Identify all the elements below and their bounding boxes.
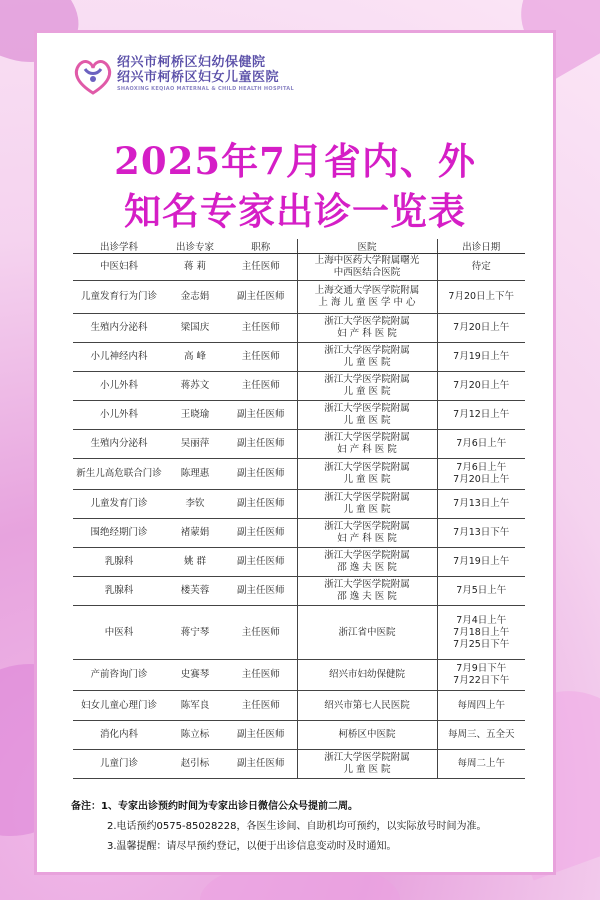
- cell-date: [437, 314, 525, 343]
- hospital-line: 上 海 儿 童 医 学 中 心: [318, 297, 416, 308]
- hospital-line: 邵 逸 夫 医 院: [337, 591, 397, 602]
- cell-hospital: [297, 401, 437, 430]
- table-row: [73, 660, 525, 691]
- hospital-line: 浙江大学医学院附属: [324, 345, 410, 356]
- hospital-line: 柯桥区中医院: [338, 729, 396, 740]
- cell-expert: 蒋 莉: [165, 254, 225, 281]
- table-row: [73, 281, 525, 314]
- hospital-line: 上海交通大学医学院附属: [314, 285, 420, 296]
- cell-hospital: [297, 490, 437, 519]
- hospital-name-secondary: 绍兴市柯桥区妇女儿童医院: [117, 70, 280, 85]
- cell-hospital: [297, 691, 437, 721]
- page-title-line-1: 2025年7月省内、外: [114, 139, 476, 183]
- hospital-line: 中西医结合医院: [333, 267, 401, 278]
- table-row: [73, 314, 525, 343]
- cell-expert: 蒋苏文: [165, 372, 225, 401]
- hospital-line: 邵 逸 夫 医 院: [337, 562, 397, 573]
- notes-label: 备注：: [71, 801, 101, 812]
- hospital-line: 浙江大学医学院附属: [324, 579, 410, 590]
- date-line: 7月4日上午: [456, 614, 507, 626]
- cell-expert: 陈理惠: [165, 459, 225, 490]
- date-line: 7月13日上午: [453, 498, 510, 509]
- table-row: [73, 490, 525, 519]
- cell-dept: 妇女儿童心理门诊: [73, 691, 165, 721]
- cell-hospital: [297, 577, 437, 606]
- notes-block: [71, 797, 551, 857]
- cell-expert: 梁国庆: [165, 314, 225, 343]
- table-header-row: [73, 239, 525, 254]
- date-line: 7月22日下午: [453, 675, 510, 686]
- cell-title: 副主任医师: [225, 430, 297, 459]
- hospital-line: 儿 童 医 院: [343, 386, 391, 397]
- cell-expert: 高 峰: [165, 343, 225, 372]
- table-row: [73, 343, 525, 372]
- cell-date: [437, 372, 525, 401]
- cell-date: [437, 430, 525, 459]
- cell-title: 主任医师: [225, 606, 297, 660]
- hospital-line: 浙江大学医学院附属: [324, 550, 410, 561]
- table-row: [73, 430, 525, 459]
- date-line: 每周三、五全天: [447, 729, 515, 740]
- cell-hospital: [297, 721, 437, 750]
- header-title: 职称: [225, 239, 297, 254]
- hospital-line: 上海中医药大学附属曙光: [314, 255, 420, 266]
- cell-hospital: [297, 281, 437, 314]
- table-row: [73, 459, 525, 490]
- note-3: 3.温馨提醒：请尽早预约登记，以便于出诊信息变动时及时通知。: [107, 841, 397, 852]
- cell-hospital: [297, 459, 437, 490]
- cell-dept: 小儿外科: [73, 401, 165, 430]
- cell-hospital: [297, 606, 437, 660]
- hospital-line: 绍兴市第七人民医院: [324, 699, 410, 711]
- cell-expert: 赵引标: [165, 750, 225, 779]
- cell-date: [437, 606, 525, 660]
- cell-date: [437, 548, 525, 577]
- hospital-line: 儿 童 医 院: [343, 415, 391, 426]
- cell-title: 主任医师: [225, 660, 297, 691]
- date-line: 7月6日上午: [456, 462, 507, 473]
- cell-title: 主任医师: [225, 691, 297, 721]
- header-dept: 出诊学科: [73, 239, 165, 254]
- cell-hospital: [297, 430, 437, 459]
- cell-date: [437, 401, 525, 430]
- page-title-line-2: 知名专家出诊一览表: [124, 189, 466, 233]
- cell-hospital: [297, 750, 437, 779]
- cell-title: 副主任医师: [225, 401, 297, 430]
- hospital-line: 浙江大学医学院附属: [324, 374, 410, 385]
- cell-date: [437, 459, 525, 490]
- cell-expert: 王晓瑜: [165, 401, 225, 430]
- table-row: [73, 401, 525, 430]
- date-line: 7月12日上午: [453, 409, 510, 420]
- date-line: 7月20日上午: [453, 322, 510, 333]
- cell-hospital: [297, 548, 437, 577]
- cell-hospital: [297, 372, 437, 401]
- hospital-line: 浙江大学医学院附属: [324, 752, 410, 763]
- hospital-line: 浙江省中医院: [338, 626, 396, 638]
- cell-dept: 小儿外科: [73, 372, 165, 401]
- cell-date: [437, 519, 525, 548]
- date-line: 7月20日上午: [453, 380, 510, 391]
- cell-dept: 儿童门诊: [73, 750, 165, 779]
- cell-title: 主任医师: [225, 254, 297, 281]
- cell-dept: 消化内科: [73, 721, 165, 750]
- table-row: [73, 519, 525, 548]
- cell-date: [437, 281, 525, 314]
- cell-title: 主任医师: [225, 343, 297, 372]
- cell-expert: 褚蒙娟: [165, 519, 225, 548]
- cell-expert: 史赛琴: [165, 660, 225, 691]
- date-line: 7月20日上午: [453, 474, 510, 485]
- hospital-name-primary: 绍兴市柯桥区妇幼保健院: [117, 55, 266, 70]
- cell-dept: 围绝经期门诊: [73, 519, 165, 548]
- cell-date: [437, 750, 525, 779]
- cell-dept: 儿童发育行为门诊: [73, 281, 165, 314]
- date-line: 7月25日下午: [453, 638, 510, 650]
- cell-expert: 陈军良: [165, 691, 225, 721]
- cell-expert: 吴丽萍: [165, 430, 225, 459]
- cell-title: 副主任医师: [225, 721, 297, 750]
- hospital-line: 妇 产 科 医 院: [337, 328, 397, 339]
- date-line: 7月9日下午: [456, 663, 507, 674]
- cell-dept: 乳腺科: [73, 548, 165, 577]
- header-expert: 出诊专家: [165, 239, 225, 254]
- cell-expert: 楼芙蓉: [165, 577, 225, 606]
- note-2: 2.电话预约0575-85028228，各医生诊间、自助机均可预约，以实际放号时间为准。: [107, 821, 487, 832]
- cell-dept: 生殖内分泌科: [73, 430, 165, 459]
- cell-hospital: [297, 660, 437, 691]
- cell-date: [437, 721, 525, 750]
- hospital-line: 妇 产 科 医 院: [337, 444, 397, 455]
- cell-title: 副主任医师: [225, 281, 297, 314]
- cell-dept: 新生儿高危联合门诊: [73, 459, 165, 490]
- cell-date: [437, 254, 525, 281]
- hospital-line: 浙江大学医学院附属: [324, 492, 410, 503]
- hospital-line: 浙江大学医学院附属: [324, 462, 410, 473]
- cell-date: [437, 490, 525, 519]
- table-row: [73, 691, 525, 721]
- cell-hospital: [297, 314, 437, 343]
- cell-title: 副主任医师: [225, 519, 297, 548]
- cell-expert: 姚 群: [165, 548, 225, 577]
- hospital-line: 妇 产 科 医 院: [337, 533, 397, 544]
- cell-title: 副主任医师: [225, 490, 297, 519]
- cell-dept: 乳腺科: [73, 577, 165, 606]
- date-line: 7月19日上午: [453, 351, 510, 362]
- hospital-line: 绍兴市妇幼保健院: [328, 669, 405, 680]
- table-row: [73, 577, 525, 606]
- cell-title: 副主任医师: [225, 459, 297, 490]
- hospital-name-block: [117, 55, 294, 92]
- hospital-line: 浙江大学医学院附属: [324, 316, 410, 327]
- table-row: [73, 606, 525, 660]
- date-line: 7月5日上午: [456, 585, 507, 596]
- cell-expert: 陈立标: [165, 721, 225, 750]
- cell-title: 副主任医师: [225, 750, 297, 779]
- cell-hospital: [297, 254, 437, 281]
- date-line: 7月20日上下午: [448, 291, 515, 302]
- cell-dept: 中医妇科: [73, 254, 165, 281]
- cell-date: [437, 577, 525, 606]
- header-hospital: 医院: [297, 239, 437, 254]
- table-row: [73, 372, 525, 401]
- cell-dept: 生殖内分泌科: [73, 314, 165, 343]
- table-row: [73, 548, 525, 577]
- cell-date: [437, 343, 525, 372]
- cell-hospital: [297, 519, 437, 548]
- date-line: 7月18日上午: [453, 626, 510, 638]
- cell-date: [437, 691, 525, 721]
- note-1: 1、专家出诊预约时间为专家出诊日微信公众号提前二周。: [101, 801, 358, 812]
- cell-expert: 蒋宁琴: [165, 606, 225, 660]
- table-row: [73, 254, 525, 281]
- table-row: [73, 750, 525, 779]
- date-line: 待定: [471, 261, 491, 272]
- cell-title: 副主任医师: [225, 548, 297, 577]
- cell-dept: 中医科: [73, 606, 165, 660]
- hospital-name-english: SHAOXING KEQIAO MATERNAL & CHILD HEALTH HOSPITAL: [117, 86, 294, 92]
- date-line: 7月6日上午: [456, 438, 507, 449]
- hospital-line: 儿 童 医 院: [343, 474, 391, 485]
- hospital-line: 浙江大学医学院附属: [324, 432, 410, 443]
- hospital-line: 儿 童 医 院: [343, 357, 391, 368]
- table-row: [73, 721, 525, 750]
- cell-expert: 李钦: [165, 490, 225, 519]
- cell-dept: 儿童发育门诊: [73, 490, 165, 519]
- cell-expert: 金志娟: [165, 281, 225, 314]
- date-line: 每周二上午: [457, 758, 505, 769]
- cell-hospital: [297, 343, 437, 372]
- poster-card: [34, 30, 556, 875]
- schedule-table: [73, 239, 525, 779]
- cell-date: [437, 660, 525, 691]
- header-date: 出诊日期: [437, 239, 525, 254]
- date-line: 7月13日下午: [453, 527, 510, 538]
- cell-title: 主任医师: [225, 372, 297, 401]
- hospital-line: 浙江大学医学院附属: [324, 521, 410, 532]
- cell-title: 主任医师: [225, 314, 297, 343]
- hospital-line: 儿 童 医 院: [343, 764, 391, 775]
- hospital-line: 儿 童 医 院: [343, 504, 391, 515]
- hospital-logo-icon: [71, 55, 115, 99]
- hospital-line: 浙江大学医学院附属: [324, 403, 410, 414]
- cell-title: 副主任医师: [225, 577, 297, 606]
- cell-dept: 小儿神经内科: [73, 343, 165, 372]
- date-line: 每周四上午: [457, 699, 505, 711]
- date-line: 7月19日上午: [453, 556, 510, 567]
- cell-dept: 产前咨询门诊: [73, 660, 165, 691]
